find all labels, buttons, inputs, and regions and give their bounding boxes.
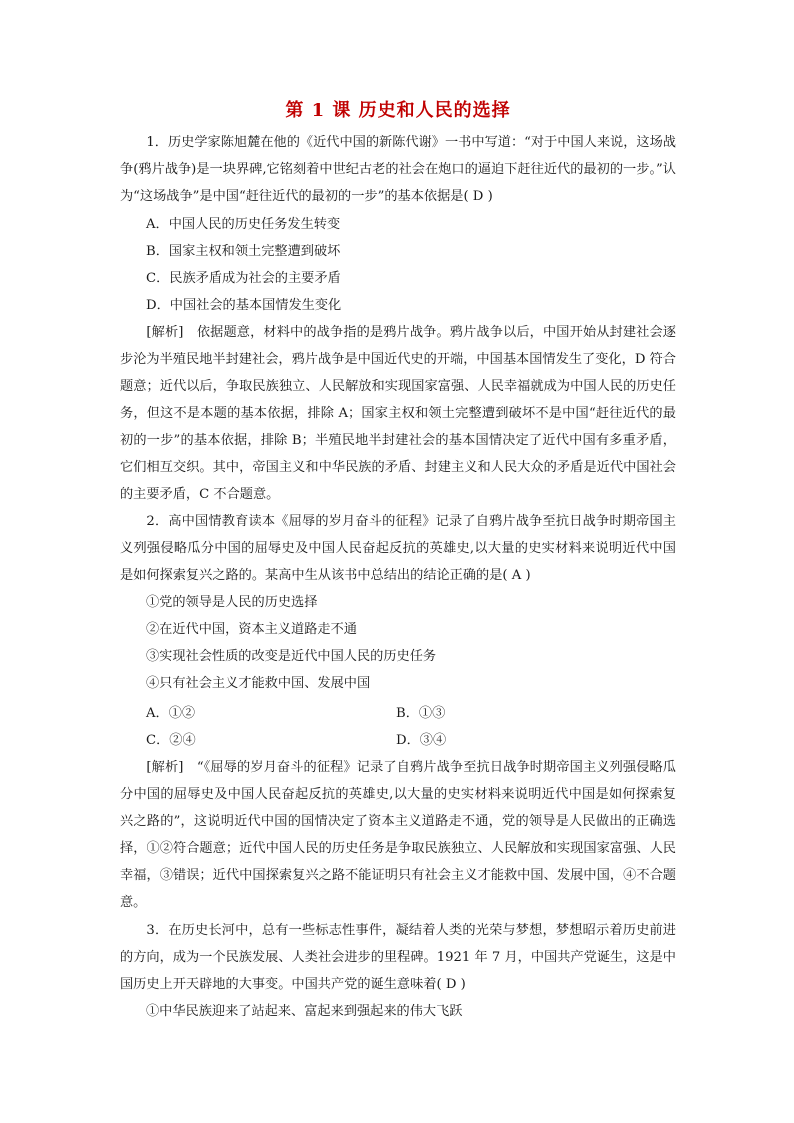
question-1-stem: 1．历史学家陈旭麓在他的《近代中国的新陈代谢》一书中写道：“对于中国人来说，这场战争(鸦片战争)是一块界碑,它铭刻着中世纪古老的社会在炮口的逼迫下赶往近代的最初的一步。”认为“这场战争”是中国“赶往近代的最初的一步”的基本依据是( D ) xyxy=(120,135,676,204)
question-3-stem: 3．在历史长河中，总有一些标志性事件，凝结着人类的光荣与梦想，梦想昭示着历史前进的方向，成为一个民族发展、人类社会进步的里程碑。1921 年 7 月，中国共产党诞生，这是中国历史上开天辟地的大事变。中国共产党的诞生意味着( D ) xyxy=(120,923,676,992)
question-2-option-a: A．①② xyxy=(146,706,196,721)
question-1-option-b: B．国家主权和领土完整遭到破坏 xyxy=(146,244,341,259)
question-1-option-d: D．中国社会的基本国情发生变化 xyxy=(146,298,342,313)
question-2-analysis: [解析] “《屈辱的岁月奋斗的征程》记录了自鸦片战争至抗日战争时期帝国主义列强侵略瓜分中国的屈辱史及中国人民奋起反抗的英雄史,以大量的史实材料来说明近代中国是如何探索复兴之路的”，这说明近代中国的国情决定了资本主义道路走不通，党的领导是人民做出的正确选择，①②符合题意；近代中国人民的历史任务是争取民族独立、人民解放和实现国家富强、人民幸福，③错误；近代中国探索复兴之路不能证明只有社会主义才能救中国、发展中国，④不合题意。 xyxy=(120,760,676,910)
question-1-option-c: C．民族矛盾成为社会的主要矛盾 xyxy=(146,271,341,286)
question-2-option-b: B．①③ xyxy=(396,706,446,721)
question-1-option-a: A．中国人民的历史任务发生转变 xyxy=(146,217,341,232)
question-2-item-4: ④只有社会主义才能救中国、发展中国 xyxy=(146,676,371,691)
question-2-item-3: ③实现社会性质的改变是近代中国人民的历史任务 xyxy=(146,649,437,664)
question-2-item-2: ②在近代中国，资本主义道路走不通 xyxy=(146,622,357,637)
question-2-stem: 2．高中国情教育读本《屈辱的岁月奋斗的征程》记录了自鸦片战争至抗日战争时期帝国主义列强侵略瓜分中国的屈辱史及中国人民奋起反抗的英雄史,以大量的史实材料来说明近代中国是如何探索复兴之路的。某高中生从该书中总结出的结论正确的是( A ) xyxy=(120,514,676,583)
question-2-item-1: ①党的领导是人民的历史选择 xyxy=(146,595,318,610)
question-2-option-c: C．②④ xyxy=(146,733,196,748)
question-3-item-1: ①中华民族迎来了站起来、富起来到强起来的伟大飞跃 xyxy=(146,1004,463,1019)
question-1-analysis: [解析] 依据题意，材料中的战争指的是鸦片战争。鸦片战争以后，中国开始从封建社会逐步沦为半殖民地半封建社会，鸦片战争是中国近代史的开端，中国基本国情发生了变化，D 符合题意；近代以后，争取民族独立、人民解放和实现国家富强、人民幸福就成为中国人民的历史任务，但这不是本题的基本依据，排除 A；国家主权和领土完整遭到破坏不是中国“赶往近代的最初的一步”的基本依据，排除 B；半殖民地半封建社会的基本国情决定了近代中国有多重矛盾，它们相互交织。其中，帝国主义和中华民族的矛盾、封建主义和人民大众的矛盾是近代中国社会的主要矛盾，C 不合题意。 xyxy=(120,325,676,502)
lesson-title: 第 1 课 历史和人民的选择 xyxy=(285,100,511,121)
question-2-option-d: D．③④ xyxy=(396,733,447,748)
